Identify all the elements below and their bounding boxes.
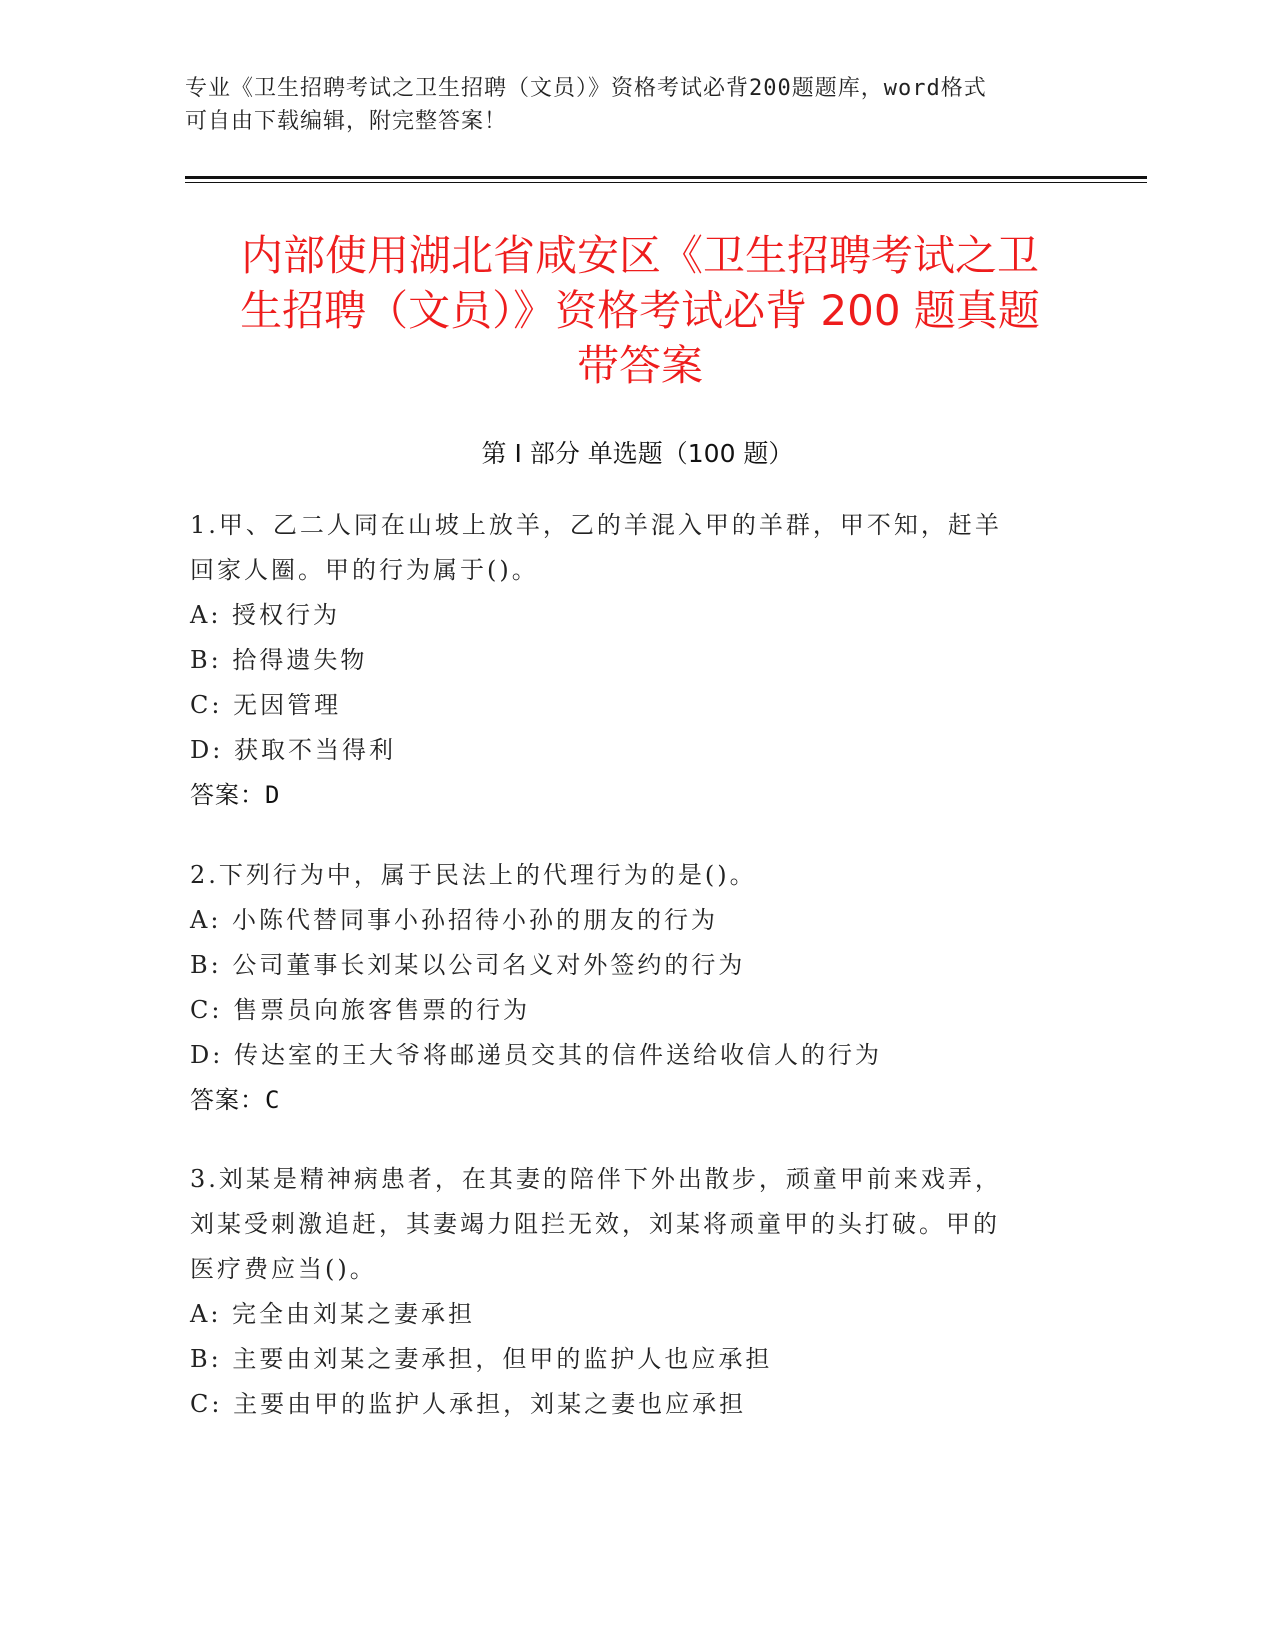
question-stem-line: 回家人圈。甲的行为属于()。: [190, 556, 539, 584]
title-line: 带答案: [576, 341, 703, 390]
question-stem-line: 3.刘某是精神病患者，在其妻的陪伴下外出散步，顽童甲前来戏弄，: [190, 1165, 1002, 1193]
option-b: B: 公司董事长刘某以公司名义对外签约的行为: [190, 951, 746, 979]
option-d: D: 获取不当得利: [190, 736, 396, 764]
answer-value: D: [265, 781, 281, 809]
question-2: [190, 853, 1070, 1123]
header-divider-thin: [185, 182, 1147, 183]
option-d: D: 传达室的王大爷将邮递员交其的信件送给收信人的行为: [190, 1041, 882, 1069]
option-c: C: 无因管理: [190, 691, 342, 719]
answer-label: 答案：: [190, 781, 265, 809]
title-line: 内部使用湖北省咸安区《卫生招聘考试之卫: [240, 231, 1039, 280]
option-c: C: 售票员向旅客售票的行为: [190, 996, 531, 1024]
option-a: A: 授权行为: [190, 601, 341, 629]
answer-line: [190, 773, 1070, 818]
option-a: A: 小陈代替同事小孙招待小孙的朋友的行为: [190, 906, 719, 934]
option-a: A: 完全由刘某之妻承担: [190, 1300, 476, 1328]
section-heading: 第 I 部分 单选题（100 题）: [481, 439, 794, 468]
question-stem-line: 1.甲、乙二人同在山坡上放羊，乙的羊混入甲的羊群，甲不知，赶羊: [190, 511, 1002, 539]
answer-line: [190, 1078, 1070, 1123]
document-title: [190, 228, 1090, 393]
answer-label: 答案：: [190, 1086, 265, 1114]
question-stem-line: 医疗费应当()。: [190, 1255, 377, 1283]
header-note: [185, 72, 1065, 138]
title-line: 生招聘（文员）》资格考试必背 200 题真题: [240, 286, 1040, 335]
answer-value: C: [265, 1086, 281, 1114]
header-divider: [185, 176, 1147, 179]
option-c: C: 主要由甲的监护人承担，刘某之妻也应承担: [190, 1390, 747, 1418]
option-b: B: 拾得遗失物: [190, 646, 368, 674]
header-note-line: 专业《卫生招聘考试之卫生招聘（文员）》资格考试必背200题题库，word格式: [185, 76, 987, 101]
question-1: [190, 503, 1070, 818]
header-note-line: 可自由下载编辑，附完整答案！: [185, 109, 508, 134]
question-stem-line: 刘某受刺激追赶，其妻竭力阻拦无效，刘某将顽童甲的头打破。甲的: [190, 1210, 1000, 1238]
question-3: [190, 1157, 1070, 1427]
question-stem-line: 2.下列行为中，属于民法上的代理行为的是()。: [190, 861, 757, 889]
option-b: B: 主要由刘某之妻承担，但甲的监护人也应承担: [190, 1345, 773, 1373]
